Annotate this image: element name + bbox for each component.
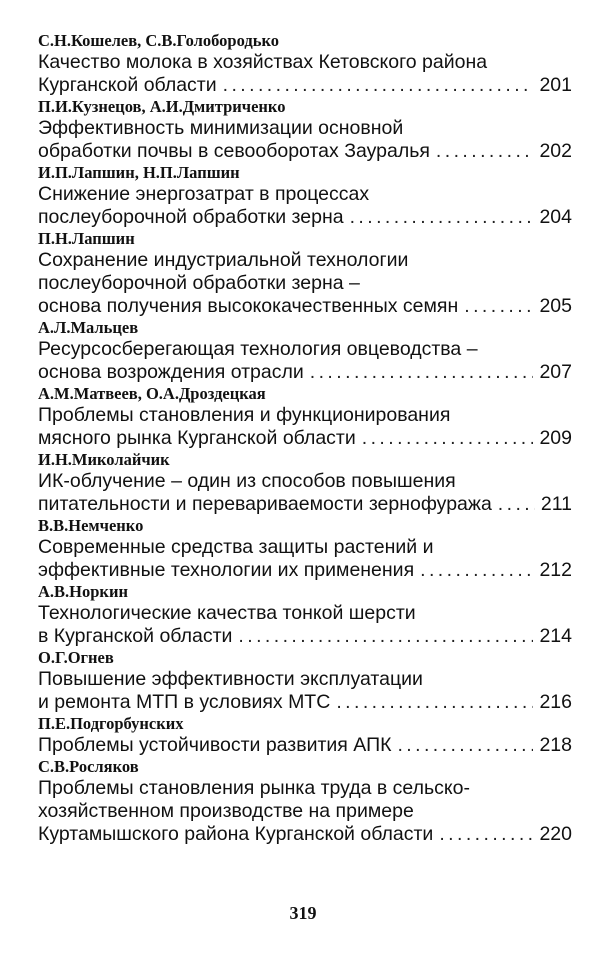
toc-entry (38, 648, 572, 714)
entry-authors: В.В.Немченко (38, 516, 144, 535)
entry-title-text: основа возрождения отрасли (38, 361, 304, 383)
entry-title-line (38, 625, 572, 648)
entry-title-line (38, 691, 572, 714)
toc-entry (38, 229, 572, 318)
dot-leader (336, 691, 533, 714)
dot-leader (464, 295, 533, 318)
entry-authors: И.Н.Миколайчик (38, 450, 170, 469)
entry-authors: П.Н.Лапшин (38, 229, 135, 248)
entry-page-number: 216 (539, 691, 572, 713)
dot-leader (362, 427, 534, 450)
dot-leader (350, 206, 534, 229)
entry-title-text: обработки почвы в севооборотах Зауралья (38, 140, 430, 162)
entry-title-line: ИК-облучение – один из способов повышения (38, 470, 456, 492)
entry-title-text: послеуборочной обработки зерна (38, 206, 344, 228)
entry-page-number: 205 (539, 295, 572, 317)
entry-title-line: Проблемы становления и функционирования (38, 404, 451, 426)
dot-leader (439, 823, 533, 846)
dot-leader (498, 493, 535, 516)
dot-leader (310, 361, 534, 384)
entry-title-line (38, 74, 572, 97)
entry-title-line (38, 427, 572, 450)
table-of-contents (38, 31, 572, 846)
entry-title-text: Курганской области (38, 74, 217, 96)
entry-title-text: и ремонта МТП в условиях МТС (38, 691, 331, 713)
entry-title-line: Эффективность минимизации основной (38, 117, 404, 139)
entry-title-text: основа получения высококачественных семян (38, 295, 459, 317)
toc-entry (38, 450, 572, 516)
toc-entry (38, 582, 572, 648)
entry-title-line: Технологические качества тонкой шерсти (38, 602, 416, 624)
entry-authors: О.Г.Огнев (38, 648, 114, 667)
entry-title-text: эффективные технологии их применения (38, 559, 415, 581)
toc-entry (38, 384, 572, 450)
entry-title-line (38, 734, 572, 757)
entry-title-line: хозяйственном производстве на примере (38, 800, 414, 822)
entry-page-number: 214 (539, 625, 572, 647)
entry-title-line (38, 140, 572, 163)
entry-page-number: 204 (539, 206, 572, 228)
toc-entry (38, 31, 572, 97)
entry-title-line (38, 823, 572, 846)
dot-leader (397, 734, 533, 757)
entry-title-line (38, 295, 572, 318)
page-number: 319 (289, 903, 317, 923)
entry-title-line: Ресурсосберегающая технология овцеводства – (38, 338, 478, 360)
entry-page-number: 211 (540, 493, 572, 515)
entry-page-number: 207 (539, 361, 572, 383)
toc-entry (38, 318, 572, 384)
entry-page-number: 220 (539, 823, 572, 845)
entry-authors: А.М.Матвеев, О.А.Дроздецкая (38, 384, 266, 403)
entry-title-line (38, 206, 572, 229)
toc-entry (38, 97, 572, 163)
entry-title-line: Современные средства защиты растений и (38, 536, 434, 558)
entry-page-number: 202 (539, 140, 572, 162)
entry-title-line: Проблемы становления рынка труда в сельско- (38, 777, 471, 799)
entry-authors: П.Е.Подгорбунских (38, 714, 184, 733)
dot-leader (238, 625, 533, 648)
entry-authors: А.Л.Мальцев (38, 318, 139, 337)
entry-page-number: 212 (539, 559, 572, 581)
entry-title-line: Снижение энергозатрат в процессах (38, 183, 370, 205)
dot-leader (420, 559, 533, 582)
entry-title-line: Сохранение индустриальной технологии (38, 249, 409, 271)
dot-leader (436, 140, 534, 163)
entry-title-line (38, 493, 572, 516)
entry-page-number: 201 (539, 74, 572, 96)
entry-title-line (38, 361, 572, 384)
toc-entry (38, 714, 572, 757)
entry-title-text: мясного рынка Курганской области (38, 427, 356, 449)
dot-leader (223, 74, 534, 97)
entry-title-line: Повышение эффективности эксплуатации (38, 668, 423, 690)
entry-authors: И.П.Лапшин, Н.П.Лапшин (38, 163, 240, 182)
toc-entry (38, 163, 572, 229)
entry-title-text: в Курганской области (38, 625, 233, 647)
entry-title-text: питательности и перевариваемости зернофуража (38, 493, 492, 515)
toc-entry (38, 516, 572, 582)
entry-page-number: 218 (539, 734, 572, 756)
entry-title-text: Куртамышского района Курганской области (38, 823, 434, 845)
entry-authors: А.В.Норкин (38, 582, 128, 601)
toc-entry (38, 757, 572, 846)
entry-title-line (38, 559, 572, 582)
entry-page-number: 209 (539, 427, 572, 449)
entry-authors: П.И.Кузнецов, А.И.Дмитриченко (38, 97, 286, 116)
entry-title-text: Проблемы устойчивости развития АПК (38, 734, 392, 756)
entry-title-line: послеуборочной обработки зерна – (38, 272, 360, 294)
entry-authors: С.Н.Кошелев, С.В.Голобородько (38, 31, 279, 50)
entry-title-line: Качество молока в хозяйствах Кетовского района (38, 51, 488, 73)
entry-authors: С.В.Росляков (38, 757, 139, 776)
